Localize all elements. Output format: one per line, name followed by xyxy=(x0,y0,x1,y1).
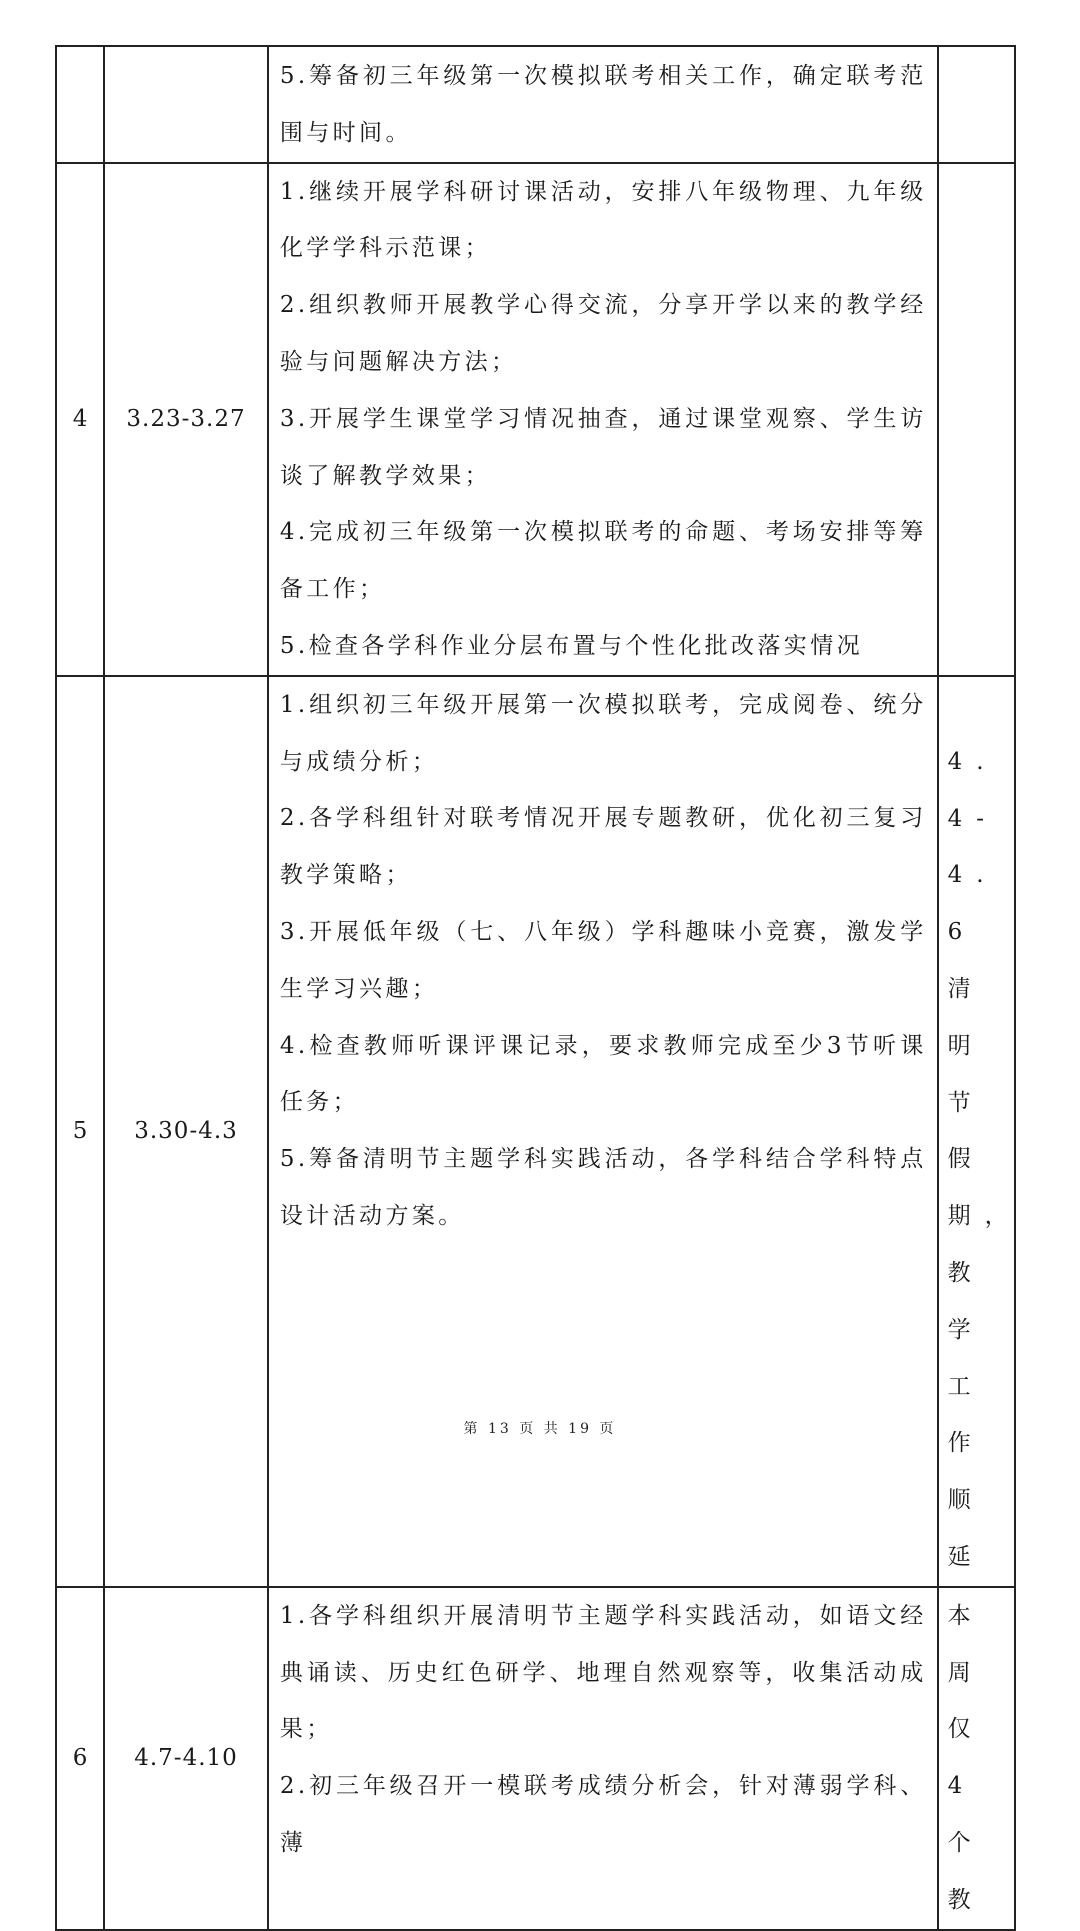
work-content-cell xyxy=(268,163,938,676)
work-item: 1.组织初三年级开展第一次模拟联考，完成阅卷、统分与成绩分析； xyxy=(279,691,927,775)
date-range-cell: 3.30-4.3 xyxy=(104,676,268,1587)
week-number-cell xyxy=(56,46,104,163)
work-item: 2.各学科组针对联考情况开展专题教研，优化初三复习教学策略； xyxy=(279,805,927,889)
work-content-cell xyxy=(268,676,938,1587)
table-row xyxy=(56,1587,1015,1930)
work-item: 1.继续开展学科研讨课活动，安排八年级物理、九年级化学学科示范课； xyxy=(279,178,927,262)
work-item: 4.检查教师听课评课记录，要求教师完成至少3节听课任务； xyxy=(279,1032,927,1116)
work-item: 4.完成初三年级第一次模拟联考的命题、考场安排等筹备工作； xyxy=(279,519,927,603)
week-number-cell: 6 xyxy=(56,1587,104,1930)
remark-cell xyxy=(938,46,1015,163)
work-item: 5.筹备清明节主题学科实践活动，各学科结合学科特点设计活动方案。 xyxy=(279,1146,927,1229)
work-item: 5.筹备初三年级第一次模拟联考相关工作，确定联考范围与时间。 xyxy=(279,63,927,146)
work-plan-table xyxy=(55,45,1022,1931)
remark-text: 本周仅4个教 xyxy=(947,1602,985,1913)
work-item: 5.检查各学科作业分层布置与个性化批改落实情况 xyxy=(279,632,864,659)
work-item: 3.开展低年级（七、八年级）学科趣味小竞赛，激发学生学习兴趣； xyxy=(279,918,927,1002)
work-item: 3.开展学生课堂学习情况抽查，通过课堂观察、学生访谈了解教学效果； xyxy=(279,405,927,489)
week-number-cell: 4 xyxy=(56,163,104,676)
date-range-cell xyxy=(104,46,268,163)
remark-cell xyxy=(938,1587,1015,1930)
table-row xyxy=(56,46,1015,163)
work-item: 2.组织教师开展教学心得交流，分享开学以来的教学经验与问题解决方法； xyxy=(279,292,927,375)
work-item: 2.初三年级召开一模联考成绩分析会，针对薄弱学科、薄 xyxy=(279,1773,927,1856)
work-item: 1.各学科组织开展清明节主题学科实践活动，如语文经典诵读、历史红色研学、地理自然观察等，收集活动成果； xyxy=(279,1602,927,1743)
work-content-cell xyxy=(268,1587,938,1930)
table-row xyxy=(56,163,1015,676)
week-number-cell: 5 xyxy=(56,676,104,1587)
table-row xyxy=(56,676,1015,1587)
remark-cell xyxy=(938,676,1022,1587)
date-range-cell: 3.23-3.27 xyxy=(104,163,268,676)
remark-cell xyxy=(938,163,1015,676)
page-number: 第 13 页 共 19 页 xyxy=(463,1421,617,1437)
date-range-cell: 4.7-4.10 xyxy=(104,1587,268,1930)
remark-text: 4.4-4.6清明节假期，教学工作顺延 xyxy=(947,748,1022,1570)
work-content-cell xyxy=(268,46,938,163)
